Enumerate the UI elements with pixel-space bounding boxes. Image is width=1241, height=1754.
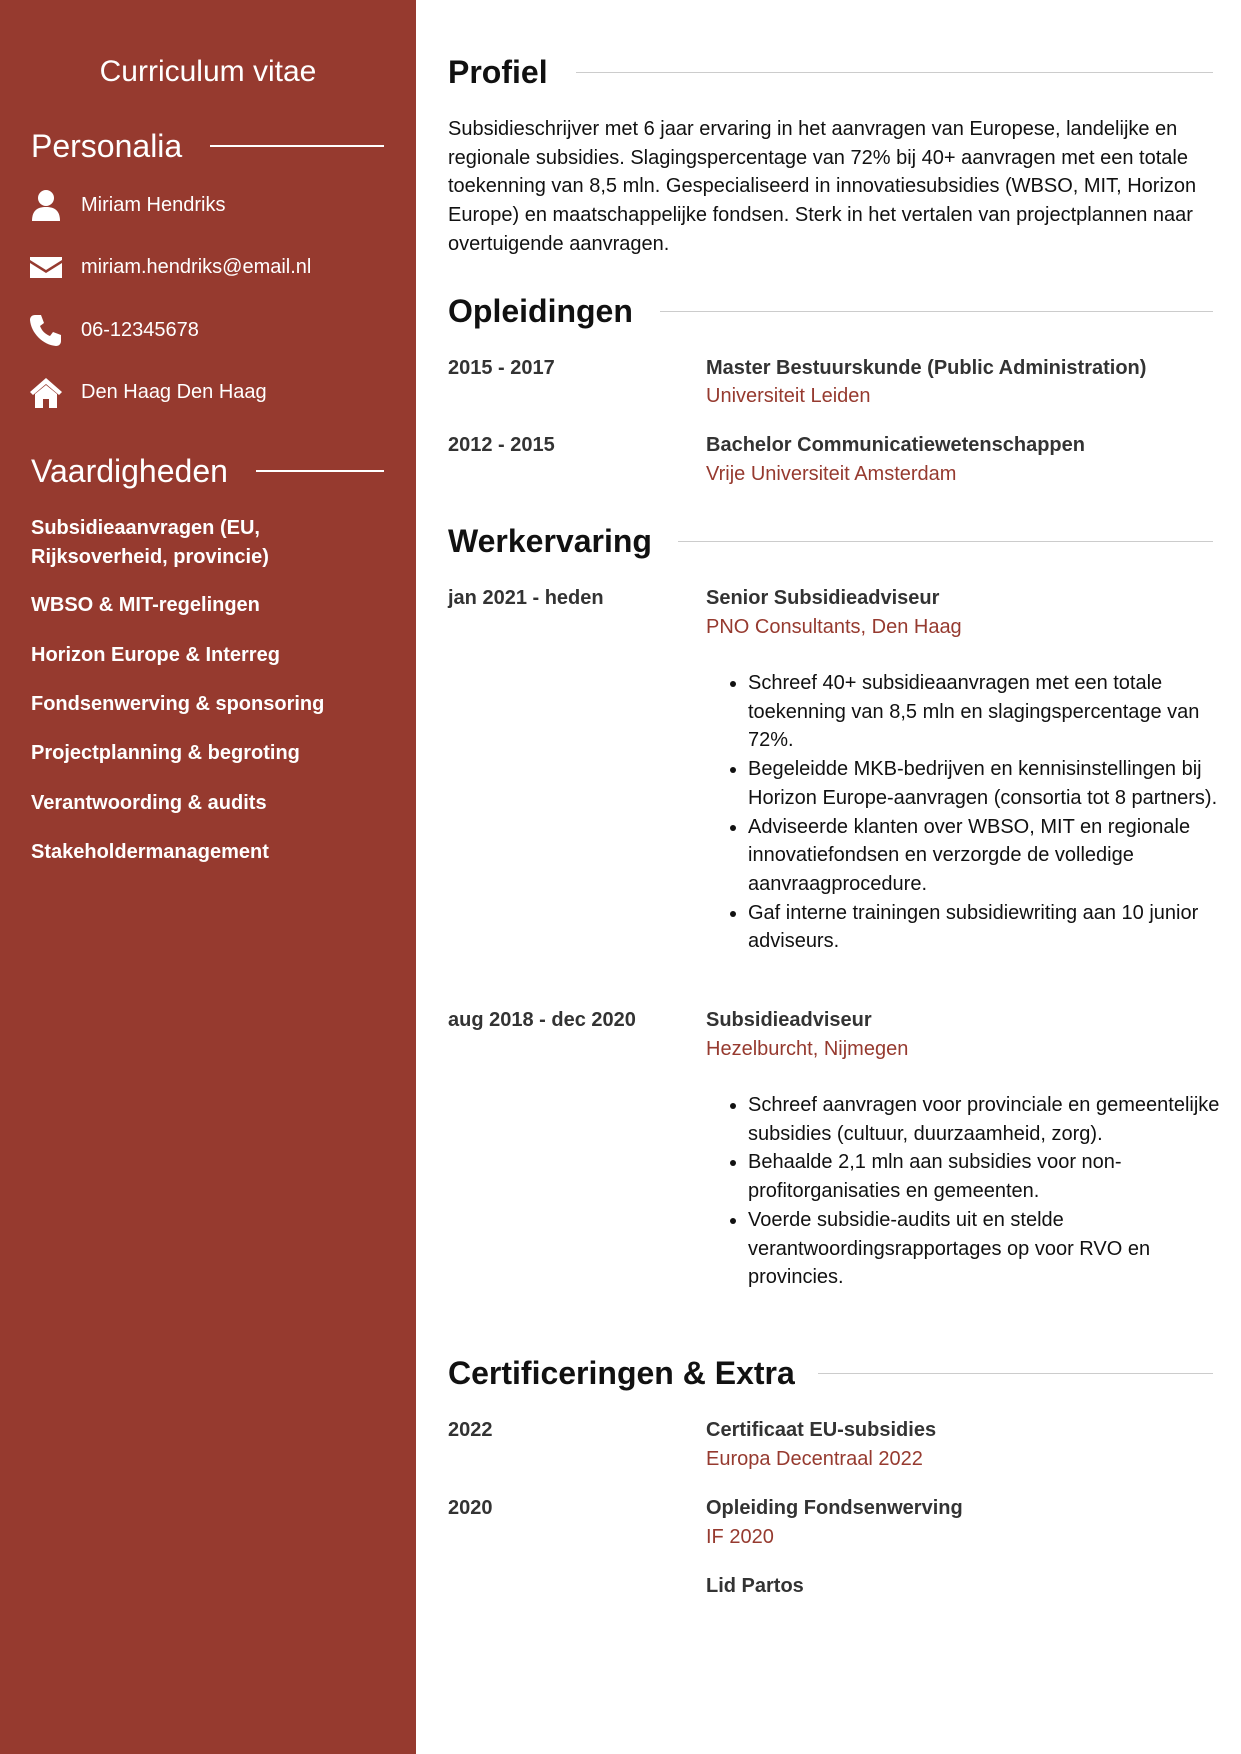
bullet-item: • Schreef aanvragen voor provinciale en gemeentelijke subsidies (cultuur, duurzaamheid, zorg).: [748, 1091, 1238, 1148]
bullet-item: • Behaalde 2,1 mln aan subsidies voor non-profitorganisaties en gemeenten.: [748, 1148, 1238, 1205]
job-title: Senior Subsidieadviseur: [706, 587, 940, 609]
skills-divider: [256, 470, 384, 472]
profile-text: Subsidieschrijver met 6 jaar ervaring in het aanvragen van Europese, landelijke en regionale subsidies. Slagingspercentage van 72% bij 40+ aanvragen met een totale toekenning van 8,5 mln. Gespecialiseerd in innovatiesubsidies (WBSO, MIT, Horizon Europe) en maatschappelijke fondsen. Sterk in het vertalen van projectplannen naar overtuigende aanvragen.: [448, 118, 1197, 255]
education-period: 2012 - 2015: [448, 434, 555, 456]
skill-item: Subsidieaanvragen (EU, Rijksoverheid, provincie): [31, 517, 269, 568]
profile-divider: [576, 72, 1213, 73]
membership-title: Lid Partos: [706, 1575, 804, 1597]
job-title: Subsidieadviseur: [706, 1009, 872, 1031]
contact-phone-text: 06-12345678: [81, 319, 199, 341]
bullet-item: • Begeleidde MKB-bedrijven en kennisinstellingen bij Horizon Europe-aanvragen (consortia tot 8 partners).: [748, 755, 1238, 812]
cert-period: 2022: [448, 1419, 493, 1441]
skill-item: WBSO & MIT-regelingen: [31, 594, 260, 616]
cert-issuer: IF 2020: [706, 1526, 774, 1548]
phone-icon: [28, 312, 64, 348]
contact-address-text: Den Haag Den Haag: [81, 381, 267, 403]
certs-heading: Certificeringen & Extra: [448, 1355, 795, 1391]
education-title: Master Bestuurskunde (Public Administration): [706, 357, 1147, 379]
profile-heading: Profiel: [448, 54, 548, 90]
bullet-item: • Adviseerde klanten over WBSO, MIT en regionale innovatiefondsen en verzorgde de volledige aanvraagprocedure.: [748, 813, 1238, 899]
job-company: Hezelburcht, Nijmegen: [706, 1038, 909, 1060]
sidebar: [0, 0, 416, 1754]
skills-heading: Vaardigheden: [31, 453, 228, 489]
skill-item: Horizon Europe & Interreg: [31, 644, 280, 666]
skill-item: Stakeholdermanagement: [31, 841, 269, 863]
education-title: Bachelor Communicatiewetenschappen: [706, 434, 1085, 456]
envelope-icon: [28, 249, 64, 285]
contact-address: [28, 372, 267, 412]
bullet-item: • Gaf interne trainingen subsidiewriting aan 10 junior adviseurs.: [748, 899, 1238, 956]
cert-period: 2020: [448, 1497, 493, 1519]
cert-issuer: Europa Decentraal 2022: [706, 1448, 923, 1470]
work-divider: [678, 541, 1213, 542]
skill-item: Projectplanning & begroting: [31, 742, 300, 764]
education-institution: Vrije Universiteit Amsterdam: [706, 463, 957, 485]
contact-phone: [28, 310, 199, 350]
skill-item: Verantwoording & audits: [31, 792, 267, 814]
user-icon: [28, 187, 64, 223]
contact-email-text: miriam.hendriks@email.nl: [81, 256, 312, 278]
cv-title: Curriculum vitae: [99, 55, 317, 88]
bullet-item: • Voerde subsidie-audits uit en stelde verantwoordingsrapportages op voor RVO en provincies.: [748, 1206, 1238, 1292]
job-bullets: [706, 669, 1238, 956]
bullet-item: • Schreef 40+ subsidieaanvragen met een totale toekenning van 8,5 mln en slagingspercentage van 72%.: [748, 669, 1238, 755]
job-bullets: [706, 1091, 1238, 1292]
job-company: PNO Consultants, Den Haag: [706, 616, 962, 638]
contact-name: [28, 185, 226, 225]
work-period: aug 2018 - dec 2020: [448, 1009, 636, 1031]
education-divider: [660, 311, 1213, 312]
contact-name-text: Miriam Hendriks: [81, 194, 226, 216]
education-heading: Opleidingen: [448, 293, 633, 329]
skill-item: Fondsenwerving & sponsoring: [31, 693, 325, 715]
personalia-heading: Personalia: [31, 128, 183, 164]
certs-divider: [818, 1373, 1213, 1374]
cert-title: Certificaat EU-subsidies: [706, 1419, 937, 1441]
work-heading: Werkervaring: [448, 523, 652, 559]
main-content: [416, 0, 1241, 1754]
home-icon: [28, 374, 64, 410]
education-institution: Universiteit Leiden: [706, 385, 871, 407]
contact-email: [28, 247, 312, 287]
personalia-divider: [210, 145, 384, 147]
education-period: 2015 - 2017: [448, 357, 555, 379]
cert-title: Opleiding Fondsenwerving: [706, 1497, 963, 1519]
work-period: jan 2021 - heden: [448, 587, 604, 609]
